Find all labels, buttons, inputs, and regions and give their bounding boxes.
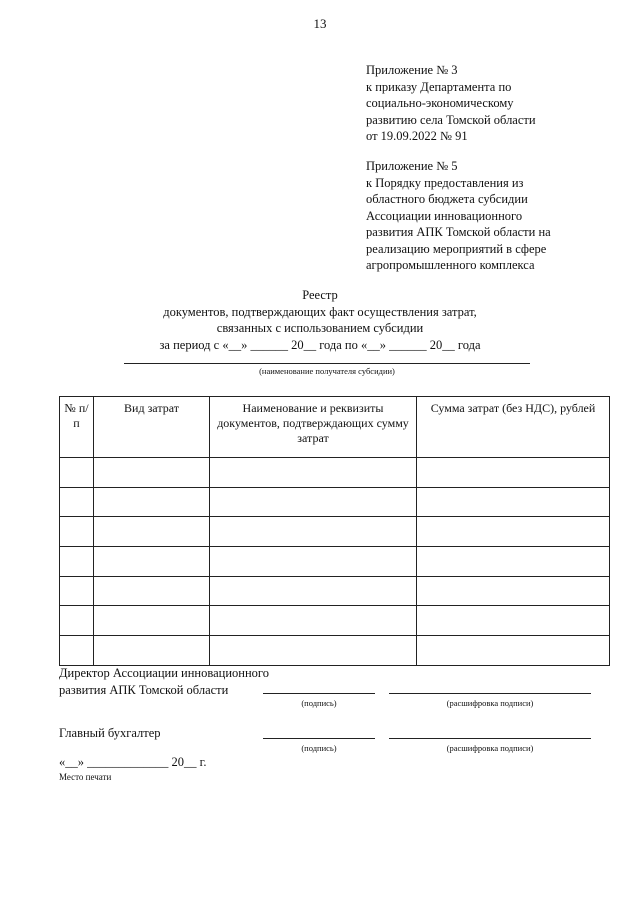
director-decoding-caption: (расшифровка подписи) [446,698,534,708]
table-cell [94,636,210,666]
appendix-3-header [366,62,536,145]
accountant-title: Главный бухгалтер [59,726,161,740]
table-row [60,636,610,666]
table-cell [417,636,610,666]
table-header-row [60,397,610,458]
col-header-number: № п/п [60,397,94,458]
table-cell [94,487,210,517]
table-cell [94,576,210,606]
table-cell [60,458,94,488]
title-line: связанных с использованием субсидии [216,321,424,335]
table-cell [60,606,94,636]
appendix-line: Приложение № 3 [366,63,458,77]
table-row [60,606,610,636]
table-cell [94,517,210,547]
director-signature-line [263,693,375,694]
table-cell [417,606,610,636]
table-cell [94,547,210,577]
title-main: Реестр [302,288,338,302]
appendix-line: агропромышленного комплекса [366,258,535,272]
table-row [60,487,610,517]
table-cell [210,576,417,606]
register-table [59,396,610,666]
table-row [60,517,610,547]
table-cell [210,458,417,488]
appendix-line: от 19.09.2022 № 91 [366,129,468,143]
table-cell [210,547,417,577]
document-title [0,287,640,353]
accountant-signature-caption: (подпись) [301,743,337,753]
table-cell [210,606,417,636]
appendix-5-header [366,158,551,274]
director-title-line1: Директор Ассоциации инновационного [59,666,269,680]
accountant-decoding-line [389,738,591,739]
table-cell [60,576,94,606]
appendix-line: Ассоциации инновационного [366,208,523,223]
table-cell [417,547,610,577]
table-cell [417,576,610,606]
col-header-documents: Наименование и реквизиты документов, подтверждающих сумму затрат [210,397,417,458]
appendix-line: развитию села Томской области [366,112,536,127]
table-cell [60,547,94,577]
recipient-line [124,363,530,364]
appendix-line: развития АПК Томской области на [366,225,551,239]
appendix-line: Приложение № 5 [366,159,458,173]
table-cell [94,606,210,636]
table-row [60,576,610,606]
accountant-decoding-caption: (расшифровка подписи) [446,743,534,753]
table-cell [210,487,417,517]
table-cell [417,517,610,547]
table-cell [94,458,210,488]
table-cell [60,487,94,517]
stamp-place: Место печати [59,772,112,782]
page-number: 13 [313,16,327,31]
date-line: «__» _____________ 20__ г. [59,755,207,769]
appendix-line: к Порядку предоставления из [366,175,524,190]
director-decoding-line [389,693,591,694]
recipient-caption: (наименование получателя субсидии) [259,366,395,376]
accountant-signature-line [263,738,375,739]
director-title-line2: развития АПК Томской области [59,683,229,697]
appendix-line: социально-экономическому [366,96,514,110]
table-cell [210,636,417,666]
table-row [60,458,610,488]
col-header-amount: Сумма затрат (без НДС), рублей [417,397,610,458]
title-period: за период с «__» ______ 20__ года по «__» ______ 20__ года [159,337,481,352]
director-signature-caption: (подпись) [301,698,337,708]
col-header-cost-type: Вид затрат [94,397,210,458]
table-cell [417,487,610,517]
appendix-line: реализацию мероприятий в сфере [366,241,547,256]
title-line: документов, подтверждающих факт осуществления затрат, [163,304,477,319]
table-cell [210,517,417,547]
appendix-line: областного бюджета субсидии [366,192,528,206]
table-cell [417,458,610,488]
appendix-line: к приказу Департамента по [366,79,512,94]
table-row [60,547,610,577]
table-cell [60,636,94,666]
table-cell [60,517,94,547]
